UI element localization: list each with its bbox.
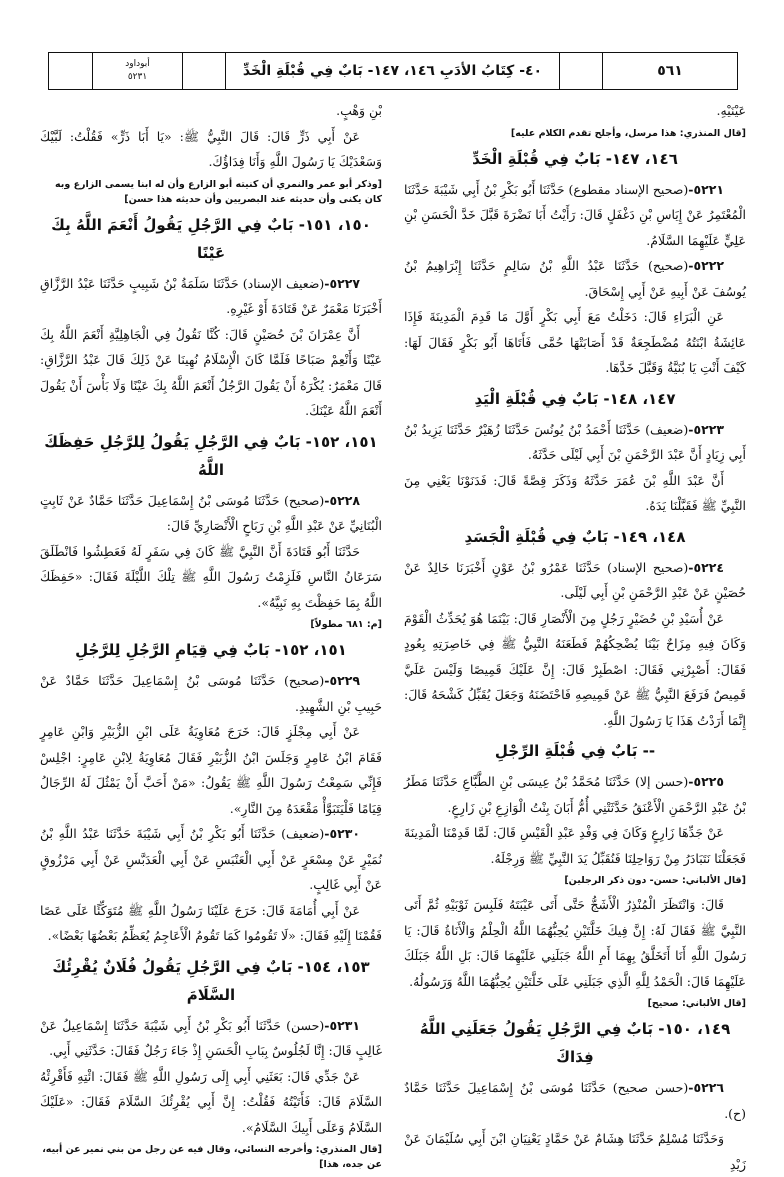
editorial-note: [قال المنذري: وأخرجه النسائي، وقال فيه عن رجل من بني نمير عن أبيه، عن جده، هذا] — [42, 1144, 382, 1170]
hadith-entry — [404, 177, 746, 254]
paragraph: بْنِ وَهْبٍ. — [336, 103, 382, 118]
editorial-note: [قال الألباني: صحيح] — [647, 998, 746, 1009]
hadith-text: (ضعيف) حَدَّثَنَا أَبُو بَكْرِ بْنُ أَبِي شَيْبَةَ حَدَّثَنَا عَبْدُ اللَّهِ بْنُ نُمَيْرٍ عَنْ مِسْعَرٍ عَنْ أَبِي الْعَنْبَسِ عَنْ أَبِي الْعَدَبَّسِ عَنْ أَبِي مَرْزُوقٍ عَنْ أَبِي غَالِبٍ. — [40, 826, 382, 892]
hadith-entry — [404, 555, 746, 606]
text-columns — [40, 98, 746, 1172]
chapter-heading: ١٤٩، ١٥٠- بَابٌ فِي الرَّجُلِ يَقُولُ جَعَلَنِي اللَّهُ فِدَاكَ — [419, 1020, 731, 1066]
hadith-entry — [40, 271, 382, 322]
chapter-heading: ١٥٣، ١٥٤- بَابٌ فِي الرَّجُلِ يَقُولُ فُلَانٌ يُقْرِئُكَ السَّلَامَ — [52, 957, 370, 1004]
editorial-note: [م: ٦٨١ مطولاً] — [310, 619, 382, 630]
hadith-number-dash: - — [324, 275, 330, 291]
editorial-note: [قال الألباني: حسن- دون ذكر الرجلين] — [564, 875, 746, 886]
chapter-heading: ١٤٧، ١٤٨- بَابٌ فِي قُبْلَةِ الْيَدِ — [474, 389, 676, 408]
header-spacer — [559, 53, 602, 89]
hadith-text: (صحيح الإسناد) حَدَّثَنَا عَمْرُو بْنُ عَوْنٍ أَخْبَرَنَا خَالِدٌ عَنْ حُصَيْنٍ عَنْ عَبْدِ الرَّحْمَنِ بْنِ أَبِي لَيْلَى. — [404, 559, 746, 600]
left-column — [40, 98, 382, 1170]
hadith-number-dash: - — [688, 559, 694, 575]
hadith-number: ٥٢٢٤ — [693, 559, 724, 575]
hadith-number: ٥٢٣١ — [329, 1017, 360, 1033]
hadith-number-dash: - — [324, 1017, 330, 1033]
book-reference-name: أبوداود — [125, 59, 150, 69]
book-reference-number: ٥٢٣١ — [127, 72, 148, 82]
chapter-heading: ١٤٨، ١٤٩- بَابٌ فِي قُبْلَةِ الْجَسَدِ — [464, 527, 686, 546]
editorial-note: [قال المنذري: هذا مرسل، وأجلح تقدم الكلام عليه] — [510, 127, 746, 139]
hadith-text: (ضعيف الإسناد) حَدَّثَنَا سَلَمَةُ بْنُ شَبِيبٍ حَدَّثَنَا عَبْدُ الرَّزَّاقِ أَخْبَرَنَا مَعْمَرٌ عَنْ قَتَادَةَ أَوْ غَيْرِهِ. — [40, 275, 382, 316]
right-column — [404, 98, 746, 1172]
running-title: ٤٠- كِتَابُ الأدَبِ ١٤٦، ١٤٧- بَابٌ فِي قُبْلَةِ الْخَدِّ — [225, 53, 559, 89]
hadith-number-dash: - — [324, 826, 330, 841]
header-spacer — [182, 53, 225, 89]
hadith-text: (صحيح) حَدَّثَنَا مُوسَى بْنُ إِسْمَاعِيلَ حَدَّثَنَا حَمَّادٌ عَنْ ثَابِتٍ الْبُنَانِيِّ عَنْ عَبْدِ اللَّهِ بْنِ رَبَاحٍ الْأَنْصَارِيِّ قَالَ: — [40, 492, 382, 533]
hadith-text: (حسن صحيح) حَدَّثَنَا مُوسَى بْنُ إِسْمَاعِيلَ حَدَّثَنَا حَمَّادٌ (ح). — [404, 1080, 746, 1121]
hadith-number-dash: - — [688, 774, 694, 789]
hadith-entry — [404, 769, 746, 820]
paragraph: وَحَدَّثَنَا مُسْلِمٌ حَدَّثَنَا هِشَامٌ عَنْ حَمَّادٍ يَعْنِيَانِ ابْنَ أَبِي سُلَيْمَانَ عَنْ زَيْدِ — [404, 1131, 746, 1172]
chapter-heading: ١٥١، ١٥٢- بَابٌ فِي قِيَامِ الرَّجُلِ لِلرَّجُلِ — [75, 641, 347, 659]
paragraph: عَنْ جَدِّي قَالَ: بَعَثَنِي أَبِي إِلَى رَسُولِ اللَّهِ ﷺ فَقَالَ: ائْتِهِ فَأَقْرِئْهُ السَّلَامَ قَالَ: فَأَتَيْتُهُ فَقُلْتُ: إِنَّ أَبِي يُقْرِئُكَ السَّلَامَ فَقَالَ: «عَلَيْكَ السَّلَامُ وَعَلَى أَبِيكَ السَّلَامُ». — [40, 1068, 382, 1135]
header-spacer — [49, 53, 92, 89]
paragraph: عَيْنَيْهِ. — [716, 103, 746, 118]
paragraph: أَنَّ عِمْرَانَ بْنَ حُصَيْنٍ قَالَ: كُنَّا نَقُولُ فِي الْجَاهِلِيَّةِ أَنْعَمَ اللَّهُ بِكَ عَيْنًا وَأَنْعِمْ صَبَاحًا فَلَمَّا كَانَ الْإِسْلَامُ نُهِينَا عَنْ ذَلِكَ قَالَ عَبْدُ الرَّزَّاقِ: قَالَ مَعْمَرٌ: يُكْرَهُ أَنْ يَقُولَ الرَّجُلُ أَنْعَمَ اللَّهُ بِكَ عَيْنًا وَلَا بَأْسَ أَنْ يَقُولَ أَنْعَمَ اللَّهُ عَيْنَكَ. — [40, 326, 382, 418]
paragraph: عَنْ أُسَيْدِ بْنِ حُضَيْرٍ رَجُلٍ مِنَ الْأَنْصَارِ قَالَ: بَيْنَمَا هُوَ يُحَدِّثُ الْقَوْمَ وَكَانَ فِيهِ مِزَاحٌ بَيْنَا يُضْحِكُهُمْ فَطَعَنَهُ النَّبِيُّ ﷺ فِي خَاصِرَتِهِ بِعُودٍ فَقَالَ: أَصْبِرْنِي فَقَالَ: اصْطَبِرْ قَالَ: إِنَّ عَلَيْكَ قَمِيصًا وَلَيْسَ عَلَيَّ قَمِيصٌ فَرَفَعَ النَّبِيُّ ﷺ عَنْ قَمِيصِهِ فَاحْتَضَنَهُ وَجَعَلَ يُقَبِّلُ كَشْحَهُ قَالَ: إِنَّمَا أَرَدْتُ هَذَا يَا رَسُولَ اللَّهِ. — [404, 610, 746, 728]
paragraph: قَالَ: وَانْتَظَرَ الْمُنْذِرُ الْأَشَجُّ حَتَّى أَتَى عَيْبَتَهُ فَلَبِسَ ثَوْبَيْهِ ثُمَّ أَتَى النَّبِيَّ ﷺ فَقَالَ لَهُ: إِنَّ فِيكَ خَلَّتَيْنِ يُحِبُّهُمَا اللَّهُ الْحِلْمُ وَالْأَنَاةُ قَالَ: يَا رَسُولَ اللَّهِ أَنَا أَتَخَلَّقُ بِهِمَا أَمِ اللَّهُ جَبَلَنِي عَلَيْهِمَا قَالَ: بَلِ اللَّهُ جَبَلَكَ عَلَيْهِمَا قَالَ: الْحَمْدُ لِلَّهِ الَّذِي جَبَلَنِي عَلَى خَلَّتَيْنِ يُحِبُّهُمَا اللَّهُ وَرَسُولُهُ. — [404, 897, 746, 989]
paragraph: أَنَّ عَبْدَ اللَّهِ بْنَ عُمَرَ حَدَّثَهُ وَذَكَرَ قِصَّةً قَالَ: فَدَنَوْنَا يَعْنِي مِنَ النَّبِيِّ ﷺ فَقَبَّلْنَا يَدَهُ. — [404, 472, 746, 513]
hadith-entry — [40, 821, 382, 898]
chapter-heading: ١٥٠، ١٥١- بَابٌ فِي الرَّجُلِ يَقُولُ أَنْعَمَ اللَّهُ بِكَ عَيْنًا — [51, 215, 371, 262]
hadith-number: ٥٢٢٩ — [329, 673, 360, 688]
book-reference — [92, 53, 182, 89]
hadith-number: ٥٢٢٦ — [693, 1080, 724, 1095]
hadith-number-dash: - — [688, 181, 694, 197]
hadith-entry — [404, 1075, 746, 1126]
hadith-text: (صحيح الإسناد مقطوع) حَدَّثَنَا أَبُو بَكْرِ بْنُ أَبِي شَيْبَةَ حَدَّثَنَا الْمُعْتَمِرُ عَنْ إِيَاسِ بْنِ دَغْفَلٍ قَالَ: رَأَيْتُ أَبَا نَضْرَةَ قَبَّلَ خَدَّ الْحَسَنِ بْنِ عَلِيٍّ عَلَيْهِمَا السَّلَامُ. — [404, 181, 746, 248]
hadith-text: (ضعيف) حَدَّثَنَا أَحْمَدُ بْنُ يُونُسَ حَدَّثَنَا زُهَيْرٌ حَدَّثَنَا يَزِيدُ بْنُ أَبِي زِيَادٍ أَنَّ عَبْدَ الرَّحْمَنِ بْنَ أَبِي لَيْلَى حَدَّثَهُ. — [404, 421, 746, 462]
hadith-entry — [40, 1013, 382, 1064]
chapter-heading: ١٤٦، ١٤٧- بَابٌ فِي قُبْلَةِ الْخَدِّ — [472, 149, 678, 168]
page-header — [48, 52, 738, 90]
hadith-number: ٥٢٢٨ — [329, 492, 360, 508]
paragraph: عَنِ الْبَرَاءِ قَالَ: دَخَلْتُ مَعَ أَبِي بَكْرٍ أَوَّلَ مَا قَدِمَ الْمَدِينَةَ فَإِذَا عَائِشَةُ ابْنَتُهُ مُضْطَجِعَةٌ قَدْ أَصَابَتْهَا حُمَّى فَأَتَاهَا أَبُو بَكْرٍ فَقَالَ لَهَا: كَيْفَ أَنْتِ يَا بُنَيَّةُ وَقَبَّلَ خَدَّهَا. — [404, 309, 746, 375]
paragraph: حَدَّثَنَا أَبُو قَتَادَةَ أَنَّ النَّبِيَّ ﷺ كَانَ فِي سَفَرٍ لَهُ فَعَطِشُوا فَانْطَلَقَ سَرَعَانُ النَّاسِ فَلَزِمْتُ رَسُولَ اللَّهِ ﷺ تِلْكَ اللَّيْلَةَ فَقَالَ: «حَفِظَكَ اللَّهُ بِمَا حَفِظْتَ بِهِ نَبِيَّهُ». — [40, 543, 382, 610]
hadith-number: ٥٢٢٧ — [329, 275, 360, 291]
paragraph: عَنْ أَبِي ذَرٍّ قَالَ: قَالَ النَّبِيُّ ﷺ: «يَا أَبَا ذَرٍّ» فَقُلْتُ: لَبَّيْكَ وَسَعْدَيْكَ يَا رَسُولَ اللَّهِ وَأَنَا فِدَاؤُكَ. — [40, 128, 382, 169]
hadith-entry — [404, 253, 746, 304]
hadith-text: (صحيح) حَدَّثَنَا عَبْدُ اللَّهِ بْنُ سَالِمٍ حَدَّثَنَا إِبْرَاهِيمُ بْنُ يُوسُفَ عَنْ أَبِيهِ عَنْ أَبِي إِسْحَاقَ. — [404, 258, 746, 299]
hadith-entry — [40, 668, 382, 719]
editorial-note: [وذكر أبو عمر والنمري أن كنيته أبو الزارع وأن له ابنا يسمى الزارع وبه كان يكنى وأن حديثه عند البصريين وأن حديثه هذا حسن] — [55, 178, 382, 205]
hadith-number: ٥٢٢٣ — [693, 421, 724, 437]
hadith-text: (حسن إلا) حَدَّثَنَا مُحَمَّدُ بْنُ عِيسَى بْنِ الطَّبَّاعِ حَدَّثَنَا مَطَرُ بْنُ عَبْدِ الرَّحْمَنِ الْأَعْنَقُ حَدَّثَتْنِي أُمُّ أَبَانَ بِنْتُ الْوَازِعِ بْنِ زَارِعٍ. — [404, 774, 746, 815]
hadith-number: ٥٢٢١ — [693, 181, 724, 197]
hadith-number: ٥٢٢٢ — [693, 258, 724, 273]
page-number: ٥٦١ — [602, 53, 737, 89]
hadith-number: ٥٢٢٥ — [693, 774, 724, 789]
hadith-text: (صحيح) حَدَّثَنَا مُوسَى بْنُ إِسْمَاعِيلَ حَدَّثَنَا حَمَّادٌ عَنْ حَبِيبِ بْنِ الشَّهِيدِ. — [40, 673, 382, 714]
hadith-number-dash: - — [688, 258, 694, 273]
paragraph: عَنْ جَدِّهَا زَارِعٍ وَكَانَ فِي وَفْدِ عَبْدِ الْقَيْسِ قَالَ: لَمَّا قَدِمْنَا الْمَدِينَةَ فَجَعَلْنَا نَتَبَادَرُ مِنْ رَوَاحِلِنَا فَنُقَبِّلُ يَدَ النَّبِيِّ ﷺ وَرِجْلَهُ. — [404, 825, 746, 866]
hadith-number-dash: - — [324, 492, 330, 508]
hadith-entry — [404, 417, 746, 468]
paragraph: عَنْ أَبِي أُمَامَةَ قَالَ: خَرَجَ عَلَيْنَا رَسُولُ اللَّهِ ﷺ مُتَوَكِّئًا عَلَى عَصًا فَقُمْنَا إِلَيْهِ فَقَالَ: «لَا تَقُومُوا كَمَا تَقُومُ الْأَعَاجِمُ يُعَظِّمُ بَعْضُهَا بَعْضًا». — [40, 902, 382, 943]
hadith-number-dash: - — [688, 421, 694, 437]
chapter-heading: -- بَابٌ فِي قُبْلَةِ الرِّجْلِ — [494, 742, 656, 760]
hadith-text: (حسن) حَدَّثَنَا أَبُو بَكْرِ بْنُ أَبِي شَيْبَةَ حَدَّثَنَا إِسْمَاعِيلُ عَنْ غَالِبٍ قَالَ: إِنَّا لَجُلُوسٌ بِبَابِ الْحَسَنِ إِذْ جَاءَ رَجُلٌ فَقَالَ: حَدَّثَنِي أَبِي. — [40, 1017, 382, 1058]
chapter-heading: ١٥١، ١٥٢- بَابٌ فِي الرَّجُلِ يَقُولُ لِلرَّجُلِ حَفِظَكَ اللَّهُ — [44, 432, 378, 479]
hadith-entry — [40, 488, 382, 539]
hadith-number-dash: - — [688, 1080, 694, 1095]
hadith-number: ٥٢٣٠ — [329, 826, 360, 841]
paragraph: عَنْ أَبِي مِجْلَزٍ قَالَ: خَرَجَ مُعَاوِيَةُ عَلَى ابْنِ الزُّبَيْرِ وَابْنِ عَامِرٍ فَقَامَ ابْنُ عَامِرٍ وَجَلَسَ ابْنُ الزُّبَيْرِ فَقَالَ مُعَاوِيَةُ لِابْنِ عَامِرٍ: اجْلِسْ فَإِنِّي سَمِعْتُ رَسُولَ اللَّهِ ﷺ يَقُولُ: «مَنْ أَحَبَّ أَنْ يَمْثُلَ لَهُ الرِّجَالُ قِيَامًا فَلْيَتَبَوَّأْ مَقْعَدَهُ مِنَ النَّارِ». — [40, 724, 382, 816]
hadith-number-dash: - — [324, 673, 330, 688]
